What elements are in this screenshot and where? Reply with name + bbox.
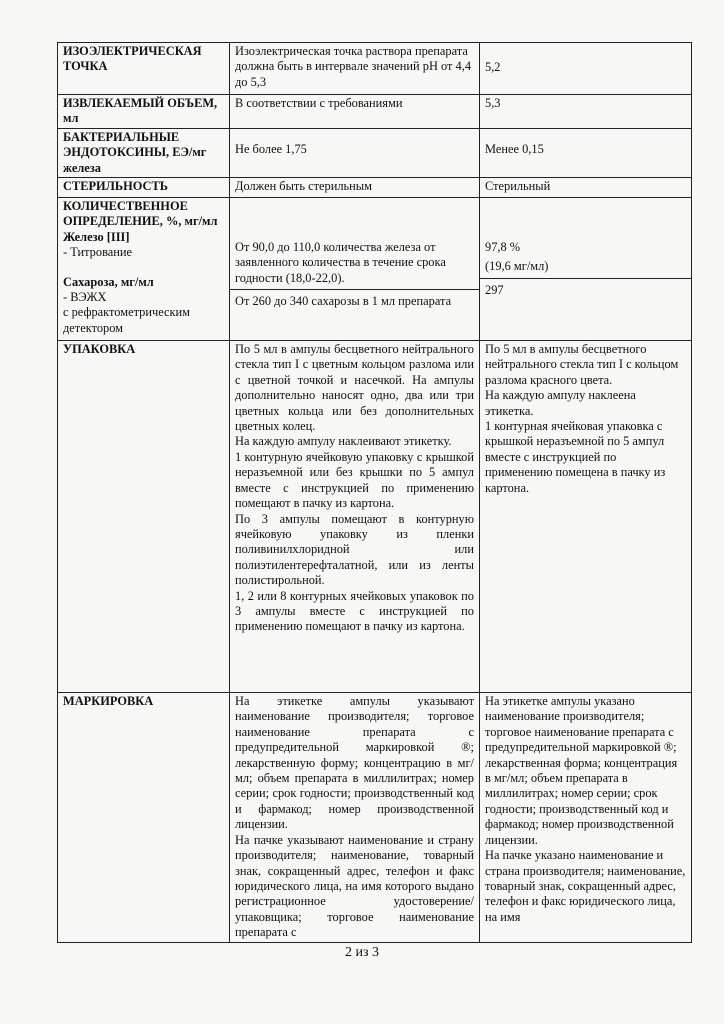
param-name: БАКТЕРИАЛЬНЫЕ ЭНДОТОКСИНЫ, ЕЭ/мг железа bbox=[58, 128, 230, 177]
iron-method: - Титрование bbox=[63, 245, 133, 260]
requirement: Должен быть стерильным bbox=[230, 178, 480, 198]
table-row bbox=[58, 178, 692, 198]
paragraph: На каждую ампулу наклеена этикетка. bbox=[485, 388, 636, 418]
iron-label: Железо [III] bbox=[63, 229, 130, 244]
quant-heading: КОЛИЧЕСТВЕННОЕ ОПРЕДЕЛЕНИЕ, %, мг/мл bbox=[63, 199, 218, 229]
paragraph: На этикетке ампулы указывают наименование производителя; торговое наименование препарата с предупредительной маркировкой ®; лекарственную форму; концентрацию в мг/мл; объем препарата в миллилитрах; номер серии; срок годности; производственный код и фармакод; номер производственной лицензии. bbox=[235, 694, 474, 832]
requirement bbox=[230, 693, 480, 943]
requirement bbox=[230, 198, 480, 341]
iron-requirement: От 90,0 до 110,0 количества железа от заявленного количества в течение срока годности (18,0-22,0). bbox=[235, 240, 446, 285]
result bbox=[480, 341, 692, 693]
paragraph: На пачке указывают наименование и страну производителя; наименование, товарный знак, сокращенный адрес, телефон и факс юридического лица, на имя которого выдано регистрационное удостоверение/упаковщика; торговое наименование препарата с bbox=[235, 832, 474, 940]
param-name: МАРКИРОВКА bbox=[58, 693, 230, 943]
result: 5,3 bbox=[480, 95, 692, 129]
table-row bbox=[58, 128, 692, 177]
sucrose-detector: с рефрактометрическим детектором bbox=[63, 305, 190, 335]
result bbox=[480, 198, 692, 341]
paragraph: 1 контурную ячейковую упаковку с крышкой неразъемной или без крышки по 5 ампул вместе с инструкцией по применению помещают в пачку из картона. bbox=[235, 449, 474, 511]
param-name bbox=[58, 198, 230, 341]
requirement: Изоэлектрическая точка раствора препарата должна быть в интервале значений pH от 4,4 до 5,3 bbox=[230, 43, 480, 95]
sucrose-result: 297 bbox=[480, 278, 691, 298]
requirement bbox=[230, 341, 480, 693]
specification-table bbox=[57, 42, 692, 943]
result: Стерильный bbox=[480, 178, 692, 198]
param-name: ИЗОЭЛЕКТРИЧЕСКАЯ ТОЧКА bbox=[58, 43, 230, 95]
table-row bbox=[58, 341, 692, 693]
requirement: Не более 1,75 bbox=[230, 128, 480, 177]
paragraph: 1 контурная ячейковая упаковка с крышкой неразъемной по 5 ампул вместе с инструкцией по применению помещена в пачку из картона. bbox=[485, 419, 666, 495]
sucrose-method: - ВЭЖХ bbox=[63, 290, 107, 305]
param-name: СТЕРИЛЬНОСТЬ bbox=[58, 178, 230, 198]
iron-result-mg: (19,6 мг/мл) bbox=[485, 259, 549, 274]
result: 5,2 bbox=[480, 43, 692, 95]
page-number: 2 из 3 bbox=[344, 945, 380, 960]
paragraph: На этикетке ампулы указано наименование производителя; торговое наименование препарата с предупредительной маркировкой ®; лекарственная форма; концентрация в мг/мл; объем препарата в миллилитрах; номер серии; срок годности; производственный код и фармакод; номер производственной лицензии. bbox=[485, 694, 678, 847]
result bbox=[480, 693, 692, 943]
paragraph: По 5 мл в ампулы бесцветного нейтрального стекла тип I с цветным кольцом разлома или с цветной точкой и насечкой. На ампулы дополнительно наносят одно, два или три цветных кольца или без дополнительных цветных колец. bbox=[235, 342, 474, 434]
result: Менее 0,15 bbox=[480, 128, 692, 177]
param-name: ИЗВЛЕКАЕМЫЙ ОБЪЕМ, мл bbox=[58, 95, 230, 129]
param-name: УПАКОВКА bbox=[58, 341, 230, 693]
table-row bbox=[58, 95, 692, 129]
table-row bbox=[58, 198, 692, 341]
paragraph: 1, 2 или 8 контурных ячейковых упаковок по 3 ампулы вместе с инструкцией по применению помещают в пачку из картона. bbox=[235, 588, 474, 634]
requirement: В соответствии с требованиями bbox=[230, 95, 480, 129]
sucrose-label: Сахароза, мг/мл bbox=[63, 274, 154, 289]
paragraph: На пачке указано наименование и страна производителя; наименование, товарный знак, сокращенный адрес, телефон и факс юридического лица, на имя bbox=[485, 848, 686, 924]
paragraph: На каждую ампулу наклеивают этикетку. bbox=[235, 434, 452, 449]
sucrose-requirement: От 260 до 340 сахарозы в 1 мл препарата bbox=[230, 289, 479, 309]
iron-result: 97,8 % bbox=[485, 240, 521, 255]
paragraph: По 3 ампулы помещают в контурную ячейковую упаковку из пленки поливинилхлоридной или полиэтилентерефталатной, или из ленты полистирольной. bbox=[235, 511, 474, 588]
paragraph: По 5 мл в ампулы бесцветного нейтрального стекла тип I с кольцом разлома красного цвета. bbox=[485, 342, 679, 387]
table-row bbox=[58, 693, 692, 943]
table-row bbox=[58, 43, 692, 95]
